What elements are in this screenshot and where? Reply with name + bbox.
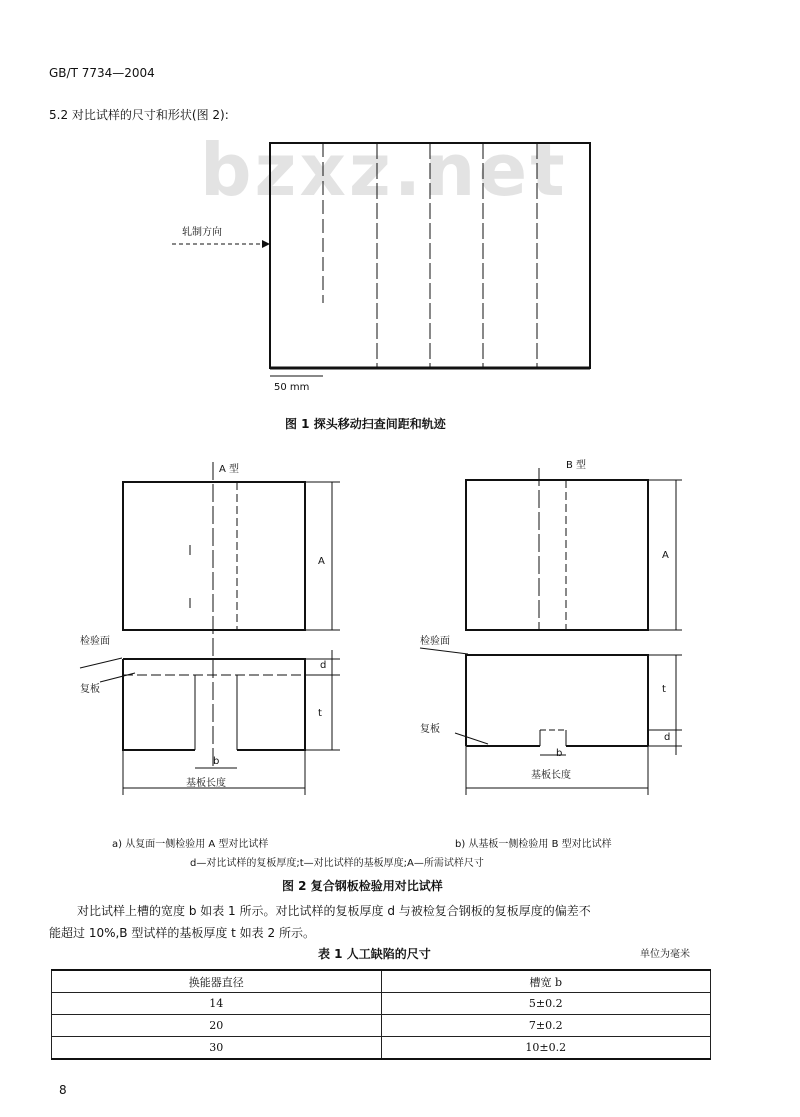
- watermark: bzxz.net: [200, 128, 568, 212]
- section-heading: 5.2 对比试样的尺寸和形状(图 2):: [49, 108, 229, 122]
- standard-number: GB/T 7734—2004: [49, 66, 155, 80]
- b-dim-A: A: [662, 550, 669, 561]
- scale-label: 50 mm: [274, 382, 310, 393]
- a-surface-label: 检验面: [80, 636, 110, 647]
- a-dim-b: b: [213, 756, 220, 767]
- b-base-length: 基板长度: [531, 770, 571, 781]
- table-1: [51, 969, 711, 1060]
- a-base-length: 基板长度: [186, 778, 226, 789]
- b-dim-d: d: [664, 732, 671, 743]
- table-row: [52, 993, 711, 1015]
- b-dim-t: t: [662, 684, 666, 695]
- table-1-unit: 单位为毫米: [640, 949, 690, 960]
- a-dim-A: A: [318, 556, 325, 567]
- subcaption-b: b) 从基板一侧检验用 B 型对比试样: [455, 839, 612, 850]
- table-cell: 5±0.2: [381, 993, 711, 1015]
- body-line-1: 对比试样上槽的宽度 b 如表 1 所示。对比试样的复板厚度 d 与被检复合钢板的复板厚度的偏差不: [77, 904, 591, 918]
- b-surface-label: 检验面: [420, 636, 450, 647]
- figure-1-drawing: [0, 0, 800, 440]
- table-cell: 7±0.2: [381, 1015, 711, 1037]
- page-number: 8: [59, 1083, 67, 1097]
- table-1-title: 表 1 人工缺陷的尺寸: [318, 947, 431, 961]
- a-clad-label: 复板: [80, 684, 100, 695]
- table-header-row: [52, 970, 711, 993]
- table-row: [52, 1015, 711, 1037]
- figure-2-caption: 图 2 复合钢板检验用对比试样: [282, 879, 443, 893]
- table-cell: 20: [52, 1015, 382, 1037]
- type-b-title: B 型: [566, 460, 587, 471]
- body-line-2: 能超过 10%,B 型试样的基板厚度 t 如表 2 所示。: [49, 926, 315, 940]
- type-a-title: A 型: [219, 464, 240, 475]
- figure-2-drawing: [0, 450, 800, 810]
- b-clad-label: 复板: [420, 724, 440, 735]
- a-dim-d: d: [320, 660, 327, 671]
- table-row: [52, 1037, 711, 1060]
- a-dim-t: t: [318, 708, 322, 719]
- rolling-direction-label: 轧制方向: [182, 227, 222, 238]
- table-cell: 10±0.2: [381, 1037, 711, 1060]
- figure-1-caption: 图 1 探头移动扫查间距和轨迹: [285, 417, 446, 431]
- subcaption-a: a) 从复面一侧检验用 A 型对比试样: [112, 839, 269, 850]
- table-header-cell: 换能器直径: [52, 970, 382, 993]
- figure-2-legend: d—对比试样的复板厚度;t—对比试样的基板厚度;A—所需试样尺寸: [190, 858, 484, 869]
- b-dim-b: b: [556, 748, 563, 759]
- table-cell: 30: [52, 1037, 382, 1060]
- table-header-cell: 槽宽 b: [381, 970, 711, 993]
- table-cell: 14: [52, 993, 382, 1015]
